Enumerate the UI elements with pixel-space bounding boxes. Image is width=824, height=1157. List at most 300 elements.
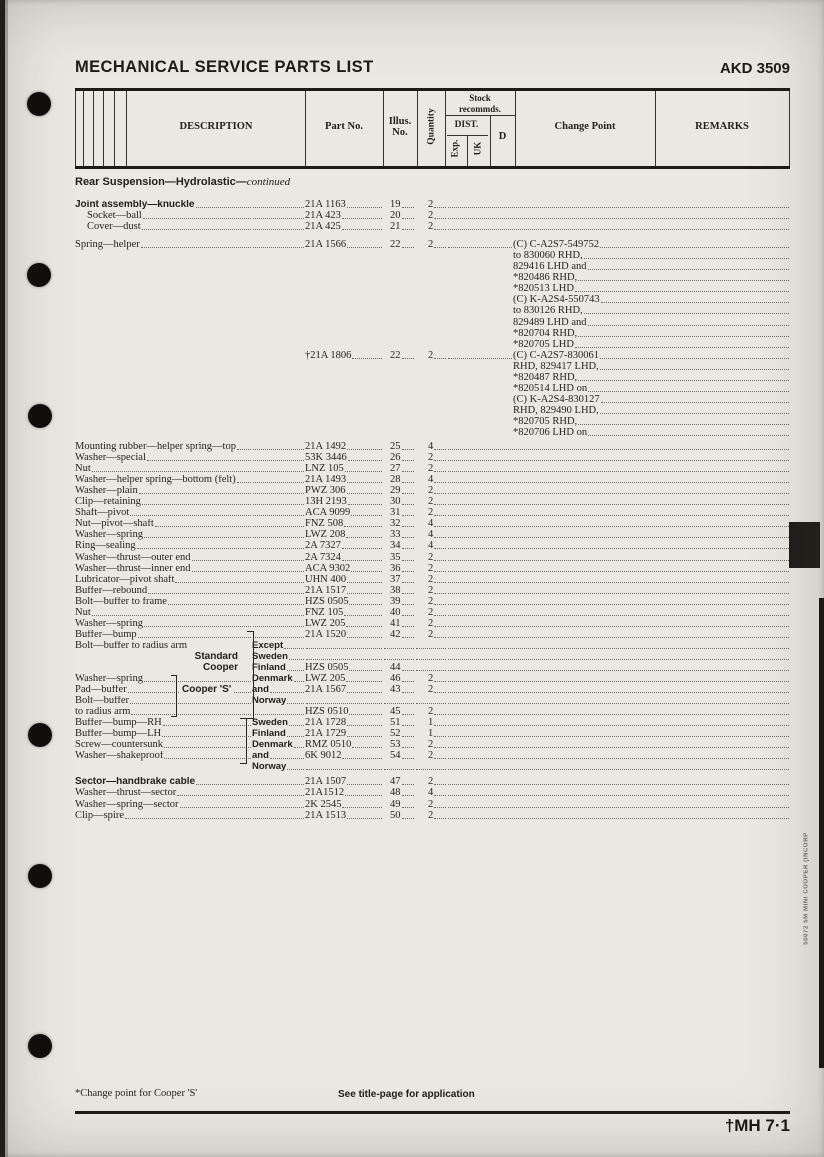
change-point-cell bbox=[447, 647, 790, 651]
table-row bbox=[75, 405, 790, 416]
dotted-leader bbox=[434, 481, 446, 483]
applicability-cell bbox=[252, 729, 305, 739]
illus-no: 44 bbox=[390, 662, 401, 673]
dotted-leader bbox=[402, 783, 415, 785]
description-cell bbox=[75, 211, 252, 221]
illus-no-cell bbox=[383, 647, 415, 651]
change-point-cell bbox=[447, 581, 790, 585]
illus-no: 20 bbox=[390, 211, 401, 222]
part-no-cell bbox=[305, 663, 383, 673]
dotted-leader bbox=[578, 423, 789, 425]
part-no: 21A 1513 bbox=[305, 810, 347, 821]
dotted-leader bbox=[448, 228, 789, 230]
change-point-cell bbox=[447, 691, 790, 695]
illus-no: 40 bbox=[390, 607, 401, 618]
dotted-leader bbox=[294, 746, 304, 748]
dotted-leader bbox=[434, 459, 446, 461]
col-header-dist: DIST. bbox=[454, 120, 479, 130]
dotted-leader bbox=[434, 680, 446, 682]
dotted-leader bbox=[253, 459, 304, 461]
dotted-leader bbox=[402, 757, 415, 759]
illus-no-cell bbox=[383, 608, 415, 618]
dotted-leader bbox=[253, 783, 304, 785]
description-text: Bolt—buffer to radius arm bbox=[75, 640, 188, 651]
description-cell bbox=[75, 553, 252, 563]
part-no: 21A 1728 bbox=[305, 718, 347, 729]
change-point-cell bbox=[447, 724, 790, 728]
dotted-leader bbox=[434, 581, 446, 583]
illus-no: 52 bbox=[390, 729, 401, 740]
column-rule bbox=[83, 91, 84, 166]
column-rule bbox=[103, 91, 104, 166]
table-row bbox=[75, 361, 790, 372]
dotted-leader bbox=[448, 806, 789, 808]
dotted-leader bbox=[342, 217, 382, 219]
illus-no-cell bbox=[383, 707, 415, 717]
applicability-label: Finland bbox=[252, 729, 286, 740]
table-row bbox=[75, 474, 790, 485]
change-point-cell bbox=[447, 340, 790, 350]
dotted-leader bbox=[584, 257, 789, 259]
part-no: UHN 400 bbox=[305, 574, 347, 585]
table-row bbox=[75, 787, 790, 798]
illus-no: 21 bbox=[390, 222, 401, 233]
dotted-leader bbox=[600, 246, 789, 248]
part-no-cell bbox=[305, 508, 383, 518]
quantity: 2 bbox=[428, 211, 434, 222]
dotted-leader bbox=[448, 470, 789, 472]
page-code: †MH 7·1 bbox=[724, 1116, 790, 1135]
applicability-cell bbox=[252, 641, 305, 651]
table-row bbox=[75, 350, 790, 361]
illus-no-cell bbox=[383, 200, 415, 210]
dotted-leader bbox=[352, 746, 382, 748]
table-row bbox=[75, 199, 790, 210]
part-no: RMZ 0510 bbox=[305, 740, 352, 751]
application-note: See title-page for application bbox=[338, 1089, 475, 1100]
part-no-cell bbox=[305, 619, 383, 629]
dotted-leader bbox=[448, 713, 789, 715]
dotted-leader bbox=[402, 570, 415, 572]
table-row bbox=[75, 551, 790, 562]
quantity: 2 bbox=[428, 222, 434, 233]
dotted-leader bbox=[416, 658, 446, 660]
illus-no-cell bbox=[383, 508, 415, 518]
dotted-leader bbox=[416, 702, 446, 704]
dotted-leader bbox=[448, 503, 789, 505]
description-cell bbox=[75, 800, 252, 810]
illus-no-cell bbox=[383, 351, 415, 361]
table-row bbox=[75, 629, 790, 640]
dotted-leader bbox=[448, 817, 789, 819]
quantity: 2 bbox=[428, 563, 434, 574]
applicability-label: Except bbox=[252, 640, 284, 651]
quantity-cell bbox=[415, 508, 447, 518]
quantity: 2 bbox=[428, 740, 434, 751]
illus-no: 41 bbox=[390, 618, 401, 629]
illus-no-cell bbox=[383, 586, 415, 596]
table-row bbox=[75, 518, 790, 529]
description-text: Cooper bbox=[203, 662, 238, 673]
dotted-leader bbox=[130, 702, 251, 704]
dotted-leader bbox=[578, 335, 789, 337]
description-text: Sector—handbrake cable bbox=[75, 777, 196, 788]
description-text: Buffer—bump—RH bbox=[75, 718, 162, 729]
dotted-leader bbox=[253, 625, 304, 627]
col-header-stock: Stock recommds. bbox=[458, 93, 502, 114]
illus-no-cell bbox=[383, 811, 415, 821]
dotted-leader bbox=[253, 228, 304, 230]
part-no: †21A 1806 bbox=[305, 350, 352, 361]
change-point-text: *820486 RHD, bbox=[513, 273, 578, 284]
quantity: 2 bbox=[428, 497, 434, 508]
change-point-text: 829489 LHD and bbox=[513, 317, 587, 328]
applicability-cell bbox=[252, 685, 305, 695]
dotted-leader bbox=[162, 735, 251, 737]
illus-no-cell bbox=[383, 519, 415, 529]
quantity-cell bbox=[415, 211, 447, 221]
applicability-cell bbox=[252, 674, 305, 684]
table-row bbox=[75, 441, 790, 452]
part-no: 13H 2193 bbox=[305, 497, 347, 508]
change-point-cell bbox=[447, 206, 790, 210]
part-no-cell bbox=[305, 200, 383, 210]
dotted-leader bbox=[287, 735, 304, 737]
column-rule bbox=[114, 91, 115, 166]
dotted-leader bbox=[344, 525, 382, 527]
dotted-leader bbox=[402, 636, 415, 638]
illus-no-cell bbox=[383, 630, 415, 640]
quantity-cell bbox=[415, 486, 447, 496]
dotted-leader bbox=[342, 547, 382, 549]
quantity: 4 bbox=[428, 519, 434, 530]
applicability-label: Denmark bbox=[252, 740, 293, 751]
dotted-leader bbox=[253, 206, 304, 208]
dotted-leader bbox=[384, 702, 414, 704]
description-cell bbox=[75, 740, 252, 750]
dotted-leader bbox=[448, 783, 789, 785]
change-point-cell bbox=[447, 362, 790, 372]
quantity: 2 bbox=[428, 453, 434, 464]
illus-no-cell bbox=[383, 211, 415, 221]
quantity: 4 bbox=[428, 442, 434, 453]
description-text: Pad—buffer bbox=[75, 685, 127, 696]
dotted-leader bbox=[402, 525, 415, 527]
dotted-leader bbox=[402, 246, 415, 248]
dotted-leader bbox=[306, 702, 382, 704]
dotted-leader bbox=[351, 570, 382, 572]
dotted-leader bbox=[349, 603, 382, 605]
description-text: Nut—pivot—shaft bbox=[75, 519, 154, 530]
col-header-part-no: Part No. bbox=[325, 121, 363, 132]
change-point-cell bbox=[447, 669, 790, 673]
dotted-leader bbox=[345, 470, 382, 472]
dotted-leader bbox=[237, 448, 251, 450]
dotted-leader bbox=[448, 492, 789, 494]
dotted-leader bbox=[434, 636, 446, 638]
dotted-leader bbox=[342, 806, 382, 808]
col-header-uk: UK bbox=[472, 141, 483, 156]
footer-rule bbox=[75, 1111, 790, 1114]
dotted-leader bbox=[588, 324, 790, 326]
dotted-leader bbox=[448, 592, 789, 594]
change-point-text: (C) K-A2S4-550743 bbox=[513, 295, 600, 306]
illus-no-cell bbox=[383, 222, 415, 232]
applicability-cell bbox=[252, 459, 305, 463]
dotted-leader bbox=[402, 724, 415, 726]
description-text: Bolt—buffer bbox=[75, 696, 130, 707]
illus-no-cell bbox=[383, 740, 415, 750]
change-point-cell bbox=[447, 625, 790, 629]
table-row bbox=[75, 328, 790, 339]
change-point-cell bbox=[447, 384, 790, 394]
dotted-leader bbox=[346, 680, 382, 682]
quantity-cell bbox=[415, 541, 447, 551]
dotted-leader bbox=[402, 625, 415, 627]
dotted-leader bbox=[92, 614, 251, 616]
applicability-cell bbox=[252, 206, 305, 210]
dotted-leader bbox=[434, 757, 446, 759]
illus-no-cell bbox=[383, 800, 415, 810]
illus-no: 30 bbox=[390, 497, 401, 508]
table-row bbox=[75, 662, 790, 673]
dotted-leader bbox=[345, 794, 382, 796]
dotted-leader bbox=[448, 658, 789, 660]
part-no-cell bbox=[305, 702, 383, 706]
change-point-cell bbox=[447, 273, 790, 283]
applicability-cell bbox=[252, 492, 305, 496]
description-cell bbox=[75, 475, 252, 485]
description-cell bbox=[75, 608, 252, 618]
dotted-leader bbox=[287, 669, 304, 671]
applicability-cell bbox=[252, 228, 305, 232]
dotted-leader bbox=[600, 357, 789, 359]
index-tab-marker bbox=[789, 522, 820, 568]
dotted-leader bbox=[402, 713, 415, 715]
description-text: Socket—ball bbox=[87, 211, 142, 222]
illus-no-cell bbox=[383, 486, 415, 496]
table-row bbox=[75, 761, 790, 772]
dotted-leader bbox=[434, 536, 446, 538]
change-point-cell bbox=[447, 636, 790, 640]
dotted-leader bbox=[434, 592, 446, 594]
quantity-cell bbox=[415, 619, 447, 629]
dotted-leader bbox=[448, 691, 789, 693]
dotted-leader bbox=[253, 636, 304, 638]
change-point-cell bbox=[447, 306, 790, 316]
change-point-cell bbox=[447, 228, 790, 232]
dotted-leader bbox=[347, 592, 382, 594]
change-point-cell bbox=[447, 592, 790, 596]
description-text: Clip—spire bbox=[75, 810, 124, 821]
quantity: 2 bbox=[428, 464, 434, 475]
illus-no: 49 bbox=[390, 799, 401, 810]
part-no-cell bbox=[305, 630, 383, 640]
description-cell bbox=[75, 486, 252, 496]
illus-no: 25 bbox=[390, 442, 401, 453]
dotted-leader bbox=[348, 459, 382, 461]
part-no: FNZ 508 bbox=[305, 519, 344, 530]
table-row bbox=[75, 339, 790, 350]
change-point-cell bbox=[447, 570, 790, 574]
part-no-cell bbox=[305, 800, 383, 810]
quantity: 1 bbox=[428, 718, 434, 729]
dotted-leader bbox=[294, 680, 304, 682]
part-no: 6K 9012 bbox=[305, 751, 342, 762]
change-point-cell bbox=[447, 768, 790, 772]
dotted-leader bbox=[601, 301, 789, 303]
part-no-cell bbox=[305, 222, 383, 232]
change-point-cell bbox=[447, 503, 790, 507]
change-point-cell bbox=[447, 373, 790, 383]
quantity-cell bbox=[415, 685, 447, 695]
quantity: 2 bbox=[428, 707, 434, 718]
dotted-leader bbox=[434, 559, 446, 561]
dotted-leader bbox=[253, 492, 304, 494]
description-cell bbox=[75, 652, 252, 662]
table-row bbox=[75, 507, 790, 518]
quantity-cell bbox=[415, 768, 447, 772]
part-no-cell bbox=[305, 575, 383, 585]
column-rule bbox=[75, 91, 76, 166]
dotted-leader bbox=[402, 614, 415, 616]
dotted-leader bbox=[168, 603, 251, 605]
quantity-cell bbox=[415, 222, 447, 232]
description-cell bbox=[75, 729, 252, 739]
part-no: 21A 1493 bbox=[305, 475, 347, 486]
cooper-s-label: Cooper 'S' bbox=[179, 684, 234, 695]
table-row bbox=[75, 540, 790, 551]
dotted-leader bbox=[347, 246, 382, 248]
applicability-cell bbox=[252, 470, 305, 474]
illus-no: 36 bbox=[390, 563, 401, 574]
quantity-cell bbox=[415, 777, 447, 787]
dotted-leader bbox=[141, 246, 251, 248]
change-point-text: *820706 LHD on bbox=[513, 427, 588, 438]
applicability-cell bbox=[252, 559, 305, 563]
description-text: Lubricator—pivot shaft bbox=[75, 574, 175, 585]
description-text: Bolt—buffer to frame bbox=[75, 596, 167, 607]
change-point-cell bbox=[447, 217, 790, 221]
description-text: Cover—dust bbox=[87, 222, 141, 233]
change-point-text: *820487 RHD, bbox=[513, 372, 578, 383]
applicability-label: and bbox=[252, 751, 269, 762]
dotted-leader bbox=[384, 658, 414, 660]
part-no-cell bbox=[305, 788, 383, 798]
section-heading: Rear Suspension—Hydrolastic—continued bbox=[75, 176, 291, 188]
punch-hole bbox=[28, 404, 52, 428]
change-point-text: (C) C-A2S7-830061 bbox=[513, 350, 600, 361]
illus-no: 45 bbox=[390, 707, 401, 718]
applicability-cell bbox=[252, 713, 305, 717]
dotted-leader bbox=[448, 448, 789, 450]
dotted-leader bbox=[348, 503, 382, 505]
description-text: Washer—spring bbox=[75, 530, 143, 541]
description-text: Washer—shakeproof bbox=[75, 751, 164, 762]
dotted-leader bbox=[448, 794, 789, 796]
part-no-cell bbox=[305, 442, 383, 452]
dotted-leader bbox=[142, 228, 251, 230]
column-rule bbox=[417, 91, 418, 166]
column-rule bbox=[93, 91, 94, 166]
quantity-cell bbox=[415, 702, 447, 706]
table-row bbox=[75, 316, 790, 327]
group-bracket-except-countries bbox=[247, 631, 254, 719]
description-cell bbox=[75, 541, 252, 551]
applicability-label: and bbox=[252, 685, 269, 696]
dotted-leader bbox=[196, 206, 252, 208]
dotted-leader bbox=[434, 206, 446, 208]
dotted-leader bbox=[402, 357, 415, 359]
table-row bbox=[75, 585, 790, 596]
dotted-leader bbox=[448, 603, 789, 605]
part-no: 21A 1567 bbox=[305, 685, 347, 696]
dotted-leader bbox=[448, 525, 789, 527]
dotted-leader bbox=[192, 570, 252, 572]
quantity: 2 bbox=[428, 508, 434, 519]
dotted-leader bbox=[177, 794, 251, 796]
illus-no-cell bbox=[383, 240, 415, 250]
dotted-leader bbox=[402, 680, 415, 682]
page-title: MECHANICAL SERVICE PARTS LIST bbox=[75, 58, 374, 76]
table-row bbox=[75, 221, 790, 232]
applicability-cell bbox=[252, 581, 305, 585]
table-row bbox=[75, 210, 790, 221]
dotted-leader bbox=[346, 536, 382, 538]
dotted-leader bbox=[347, 492, 382, 494]
illus-no-cell bbox=[383, 453, 415, 463]
table-row bbox=[75, 574, 790, 585]
description-text: Standard bbox=[194, 651, 238, 662]
change-point-text: *820514 LHD on bbox=[513, 383, 588, 394]
part-no: 21A 1507 bbox=[305, 777, 347, 788]
description-cell bbox=[75, 508, 252, 518]
dotted-leader bbox=[347, 691, 382, 693]
quantity: 2 bbox=[428, 200, 434, 211]
description-text: Ring—sealing bbox=[75, 541, 136, 552]
dotted-leader bbox=[584, 312, 789, 314]
document-reference: AKD 3509 bbox=[719, 60, 790, 77]
description-cell bbox=[75, 200, 252, 210]
dotted-leader bbox=[600, 412, 789, 414]
quantity-cell bbox=[415, 575, 447, 585]
illus-no: 54 bbox=[390, 751, 401, 762]
dotted-leader bbox=[448, 357, 512, 359]
part-no-cell bbox=[305, 464, 383, 474]
group-bracket-countries bbox=[240, 718, 247, 764]
dotted-leader bbox=[253, 794, 304, 796]
dotted-leader bbox=[253, 525, 304, 527]
description-cell bbox=[75, 519, 252, 529]
part-no-cell bbox=[305, 519, 383, 529]
dotted-leader bbox=[164, 746, 251, 748]
dotted-leader bbox=[349, 669, 382, 671]
change-point-text: *820704 RHD, bbox=[513, 328, 578, 339]
col-header-remarks: REMARKS bbox=[695, 121, 749, 132]
table-row bbox=[75, 239, 790, 250]
dotted-leader bbox=[347, 448, 382, 450]
change-point-text: *820705 LHD bbox=[513, 339, 574, 350]
part-no-cell bbox=[305, 685, 383, 695]
change-point-cell bbox=[447, 757, 790, 761]
table-row bbox=[75, 651, 790, 662]
part-no-cell bbox=[305, 707, 383, 717]
dotted-leader bbox=[131, 713, 251, 715]
description-cell bbox=[75, 696, 252, 706]
part-no-cell bbox=[305, 768, 383, 772]
part-no-cell bbox=[305, 453, 383, 463]
applicability-cell bbox=[252, 481, 305, 485]
